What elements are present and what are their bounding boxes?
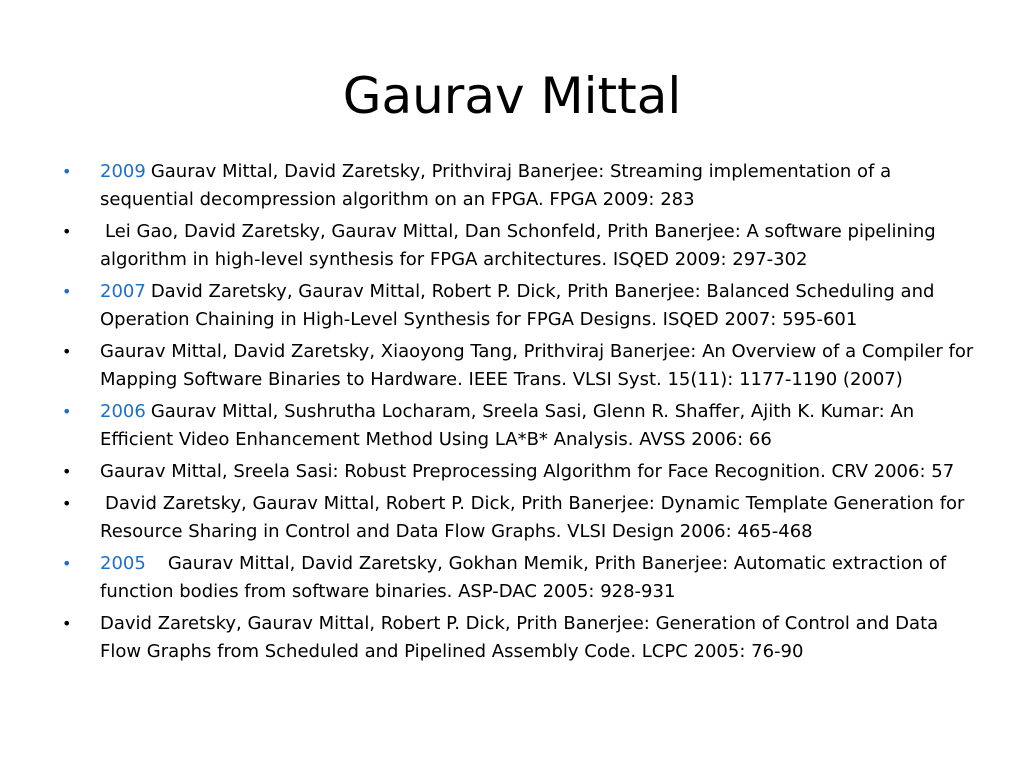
publication-text: David Zaretsky, Gaurav Mittal, Robert P. Dick, Prith Banerjee: Generation of Control and Data Flow Graphs from Scheduled and Pipelined Assembly Code. LCPC 2005: 76-90: [100, 613, 939, 662]
list-item: [60, 158, 980, 214]
bullet-icon: •: [62, 554, 72, 573]
bullet-icon: •: [62, 462, 72, 481]
bullet-icon: •: [62, 282, 72, 301]
year-label: 2005: [100, 553, 146, 574]
publication-list: [60, 158, 980, 670]
list-item: [60, 458, 980, 486]
bullet-icon: •: [62, 614, 72, 633]
publication-text: David Zaretsky, Gaurav Mittal, Robert P. Dick, Prith Banerjee: Balanced Scheduling and Operation Chaining in High-Level Synthesis for FPGA Designs. ISQED 2007: 595-601: [100, 281, 935, 330]
publication-text: Gaurav Mittal, Sreela Sasi: Robust Preprocessing Algorithm for Face Recognition. CRV 2006: 57: [100, 461, 955, 482]
list-item: [60, 550, 980, 606]
bullet-icon: •: [62, 222, 72, 241]
publication-text: Gaurav Mittal, David Zaretsky, Xiaoyong Tang, Prithviraj Banerjee: An Overview of a Compiler for Mapping Software Binaries to Hardware. IEEE Trans. VLSI Syst. 15(11): 1177-1190 (2007): [100, 341, 974, 390]
publication-text: Gaurav Mittal, Sushrutha Locharam, Sreela Sasi, Glenn R. Shaffer, Ajith K. Kumar: An Efficient Video Enhancement Method Using LA*B* Analysis. AVSS 2006: 66: [100, 401, 915, 450]
list-item: [60, 338, 980, 394]
year-label: 2009: [100, 161, 146, 182]
list-item: [60, 278, 980, 334]
bullet-icon: •: [62, 342, 72, 361]
publication-text: David Zaretsky, Gaurav Mittal, Robert P. Dick, Prith Banerjee: Dynamic Template Generation for Resource Sharing in Control and Data Flow Graphs. VLSI Design 2006: 465-468: [100, 493, 965, 542]
publication-text: Lei Gao, David Zaretsky, Gaurav Mittal, Dan Schonfeld, Prith Banerjee: A software pipelining algorithm in high-level synthesis for FPGA architectures. ISQED 2009: 297-302: [100, 221, 936, 270]
slide-title: Gaurav Mittal: [342, 67, 682, 125]
list-item: [60, 490, 980, 546]
year-label: 2006: [100, 401, 146, 422]
list-item: [60, 610, 980, 666]
publication-text: Gaurav Mittal, David Zaretsky, Prithviraj Banerjee: Streaming implementation of a sequential decompression algorithm on an FPGA. FPGA 2009: 283: [100, 161, 892, 210]
year-label: 2007: [100, 281, 146, 302]
list-item: [60, 218, 980, 274]
bullet-icon: •: [62, 162, 72, 181]
publication-text: Gaurav Mittal, David Zaretsky, Gokhan Memik, Prith Banerjee: Automatic extraction of function bodies from software binaries. ASP-DAC 2005: 928-931: [100, 553, 947, 602]
bullet-icon: •: [62, 494, 72, 513]
list-item: [60, 398, 980, 454]
bullet-icon: •: [62, 402, 72, 421]
